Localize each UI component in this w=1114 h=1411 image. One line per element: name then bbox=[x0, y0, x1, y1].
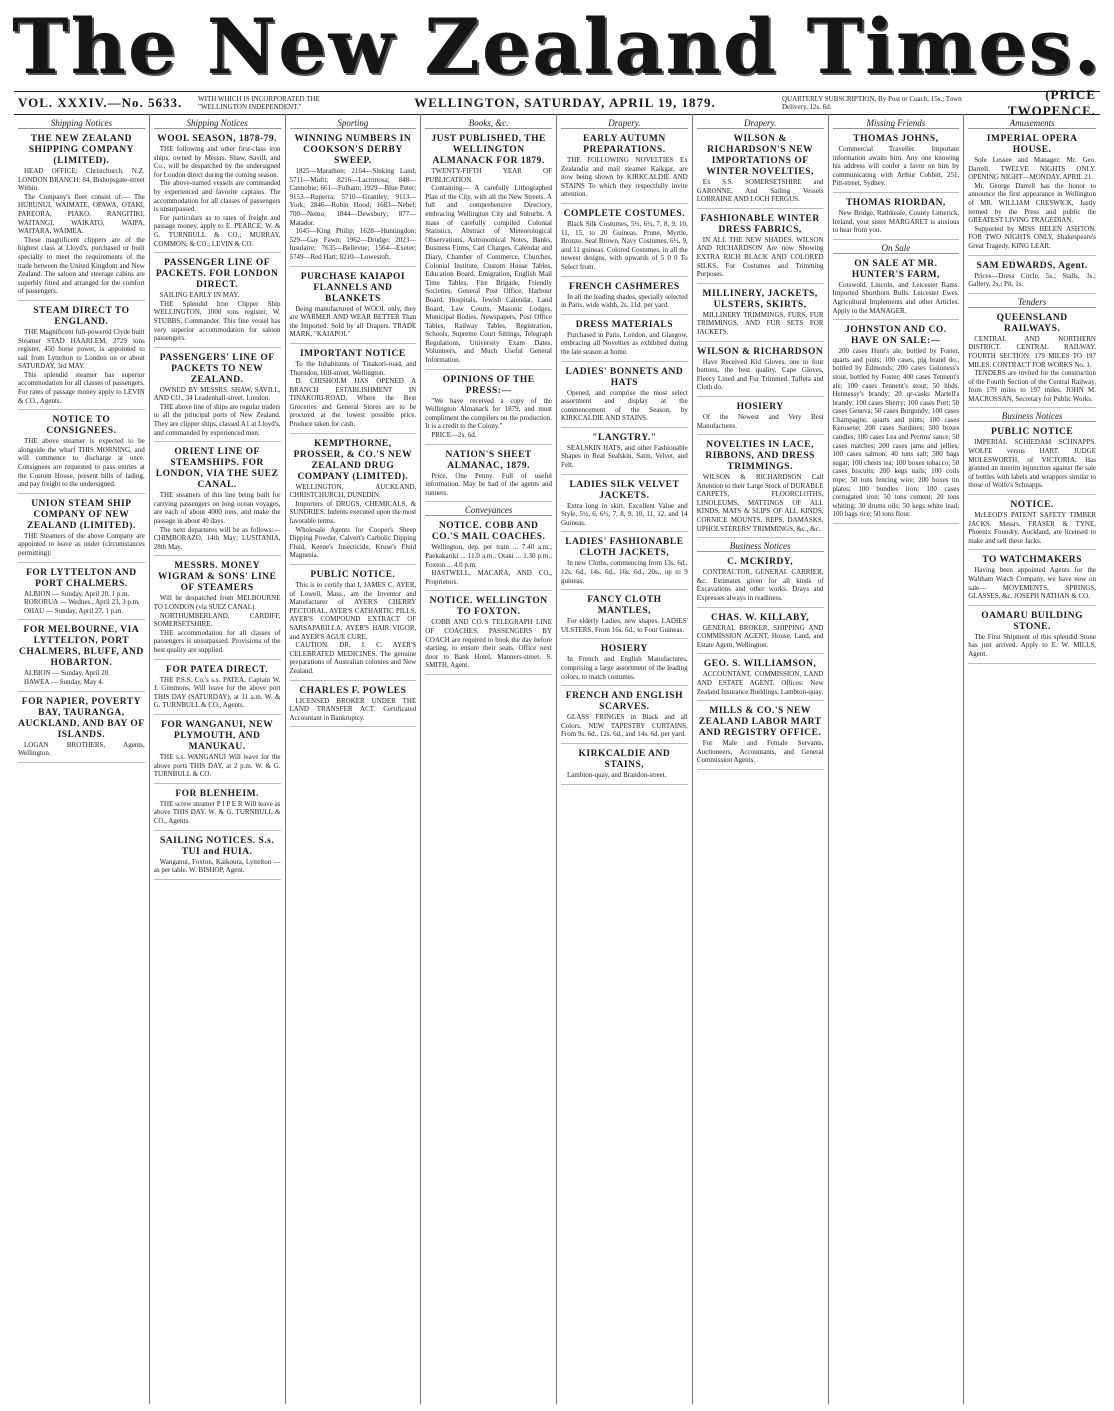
ad-paragraph: RORORUA — Wednes., April 23, 3 p.m. bbox=[24, 598, 140, 607]
ad-paragraph: Opened, and comprise the most select assortment and display at the commencement of the Season, by KIRKCALDIE AND STAINS. bbox=[561, 388, 688, 423]
ad-headline: IMPORTANT NOTICE bbox=[299, 348, 406, 359]
ad-paragraph: CONTRACTOR, GENERAL CARRIER, &c. Estimates given for all kinds of Excavations and other works. Drays and Expresses always in readiness. bbox=[696, 568, 824, 603]
ad-headline: PASSENGERS' LINE OF PACKETS TO NEW ZEALAND. bbox=[159, 352, 275, 385]
ad-paragraph: For elderly Ladies, new shapes. LADIES' ULSTERS, From 16s. 6d., to Four Guineas. bbox=[561, 617, 688, 634]
ad-paragraph: Supported by MISS HELEN ASHTON. FOR TWO NIGHTS ONLY, Shakespeare's Great Tragedy, KING LEAR. bbox=[968, 224, 1096, 250]
section-heading: Tenders bbox=[968, 297, 1096, 308]
advertisement bbox=[697, 400, 824, 435]
ad-paragraph: GLASS FRINGES in Black and all Colors. NEW TAPESTRY CURTAINS, From 9s. 6d., 12s. 6d., and 14s. 6d. per yard. bbox=[561, 713, 688, 739]
ad-body bbox=[561, 444, 688, 470]
ad-paragraph: WILSON & RICHARDSON Call Attention to their Large Stock of DURABLE CARPETS, FLOORCLOTHS, LINOLEUMS, MATTINGS OF ALL KINDS, MATS & SLIPS OF ALL KINDS, CORNICE MOUNTS, REPS, DAMASKS, UPHOLSTERERS' TRIMMINGS, &c., &c. bbox=[696, 473, 824, 533]
ad-paragraph: Extra long in skirt, Excellent Value and Style, 5½, 6, 6½, 7, 8, 9, 10, 11, 12, and 14 Guineas. bbox=[561, 501, 688, 527]
ad-headline: IMPERIAL OPERA HOUSE. bbox=[986, 134, 1078, 155]
ad-paragraph: Wanganui, Foxton, Kaikoura, Lyttelton — as per table. W. BISHOP, Agent. bbox=[153, 857, 281, 875]
ad-paragraph: D. CHISHOLM HAS OPENED A BRANCH ESTABLISHMENT IN TINAKORI-ROAD, Where the Best Groceries and General Stores are to be procured at the lowest possible price. Produce taken for cash. bbox=[289, 377, 417, 429]
ad-headline: MESSRS. MONEY WIGRAM & SONS' LINE OF STEAMERS bbox=[157, 561, 277, 594]
ad-paragraph: PRICE—2s. 6d. bbox=[431, 431, 477, 440]
ad-headline: THE NEW ZEALAND SHIPPING COMPANY (LIMITED). bbox=[28, 134, 134, 166]
ad-body bbox=[561, 502, 688, 528]
ad-paragraph: CENTRAL AND NORTHERN DISTRICT. CENTRAL RAILWAY. FOURTH SECTION: 179 MILES TO 197 MILES. CONTRACT FOR WORKS No. 1. bbox=[968, 334, 1096, 369]
ad-body bbox=[697, 568, 824, 602]
ad-paragraph: Having been appointed Agents for the Waltham Watch Company, we have now on sale— MOVEMENTS, SPRINGS, GLASSES, &c. JOSEPH NATHAN & CO. bbox=[968, 566, 1096, 601]
advertisement bbox=[425, 448, 552, 503]
advertisement bbox=[697, 438, 824, 538]
ad-paragraph: This is to certify that I, JAMES C. AYER, of Lowell, Mass., am the Inventor and Manufacturer of AYER'S CHERRY PECTORAL, AYER'S CATHARTIC PILLS, AYER'S COMPOUND EXTRACT OF SARSAPARILLA, AYER'S HAIR VIGOR, and AYER'S AGUE CURE. bbox=[289, 581, 417, 641]
ad-body bbox=[697, 473, 824, 533]
ad-headline: ON SALE AT MR. HUNTER'S FARM, bbox=[851, 258, 940, 280]
ad-headline: MILLS & CO.'S NEW ZEALAND LABOR MART AND REGISTRY OFFICE. bbox=[698, 706, 822, 739]
ad-headline: THOMAS RIORDAN, bbox=[845, 197, 946, 208]
ad-headline: "LANGTRY." bbox=[592, 432, 657, 443]
ad-headline: NATION'S SHEET ALMANAC, 1879. bbox=[445, 449, 532, 471]
ad-body bbox=[154, 291, 281, 343]
ad-body bbox=[290, 167, 417, 262]
ad-headline: NOTICE. COBB AND CO.'S MAIL COACHES. bbox=[431, 521, 546, 543]
ad-headline: CHARLES F. POWLES bbox=[299, 685, 407, 696]
ad-headline: PASSENGER LINE OF PACKETS. FOR LONDON DIRECT. bbox=[155, 258, 279, 291]
advertisement bbox=[833, 323, 960, 524]
ad-paragraph: Of the Newest and Very Best Manufactures. bbox=[696, 412, 824, 430]
advertisement bbox=[697, 212, 824, 284]
advertisement bbox=[968, 425, 1096, 495]
ad-body bbox=[154, 491, 281, 551]
ad-paragraph: New Bridge, Rathkeale, County Limerick, Ireland, your sister MARGARET is anxious to hear from you. bbox=[832, 208, 960, 235]
ad-headline: QUEENSLAND RAILWAYS. bbox=[996, 312, 1068, 334]
advertisement bbox=[697, 611, 824, 655]
ad-headline: FRENCH AND ENGLISH SCARVES. bbox=[565, 691, 683, 713]
ad-headline: UNION STEAM SHIP COMPANY OF NEW ZEALAND (LIMITED). bbox=[26, 498, 136, 531]
ad-body bbox=[290, 483, 417, 560]
column-6 bbox=[693, 114, 829, 1404]
column-2 bbox=[150, 114, 286, 1404]
ad-paragraph: COBB AND CO.'S TELEGRAPH LINE OF COACHES. PASSENGERS BY COACH are required to book the day before starting, to ensure their seats. Office next door to Bank Hotel, Manners-street. S. SMITH, Agent. bbox=[425, 618, 552, 670]
ad-headline: NOVELTIES IN LACE, RIBBONS, AND DRESS TRIMMINGS. bbox=[705, 440, 815, 473]
advertisement bbox=[154, 834, 281, 880]
advertisement bbox=[968, 259, 1096, 294]
section-heading: Drapery. bbox=[697, 118, 824, 129]
ad-headline: PURCHASE KAIAPOI FLANNELS AND BLANKETS bbox=[300, 271, 406, 304]
advertisement bbox=[18, 304, 145, 410]
ad-paragraph: To the Inhabitants of Tinakori-road, and Thorndon, Hill-street, Wellington. bbox=[289, 359, 417, 377]
advertisement bbox=[697, 132, 824, 209]
volume-number: VOL. XXXIV.—No. 5633. bbox=[18, 95, 183, 110]
advertisement bbox=[561, 478, 688, 533]
ad-paragraph: THE Magnificent full-powered Clyde built Steamer STAD HAARLEM, 2729 tons register, 450 horse power, is appointed to sail from Lyttelton to London on or about SATURDAY, 3rd MAY. bbox=[18, 327, 145, 371]
ad-headline: PUBLIC NOTICE bbox=[991, 427, 1074, 438]
ad-body bbox=[561, 389, 688, 423]
ad-paragraph: LICENSED BROKER UNDER THE LAND TRANSFER ACT. Certificated Accountant in Bankruptcy. bbox=[289, 696, 417, 722]
ad-paragraph: LOGAN BROTHERS, Agents, Wellington. bbox=[18, 740, 145, 758]
ad-headline: DRESS MATERIALS bbox=[575, 319, 674, 330]
advertisement bbox=[18, 497, 145, 563]
advertisement bbox=[18, 566, 145, 621]
section-heading: On Sale bbox=[833, 243, 960, 254]
advertisement bbox=[18, 413, 145, 494]
advertisement bbox=[18, 132, 145, 301]
section-heading: Shipping Notices bbox=[154, 118, 281, 129]
ad-headline: FOR BLENHEIM. bbox=[175, 788, 259, 799]
ad-paragraph: MILLINERY TRIMMINGS, FURS, FUR TRIMMINGS, AND FUR SETS FOR JACKETS. bbox=[696, 310, 824, 336]
advertisement bbox=[561, 318, 688, 362]
ad-body bbox=[697, 311, 824, 337]
ad-paragraph: THE P.S.S. Co.'s s.s. PATEA, Captain W. J. Gimmons, Will leave for the above port THIS DAY (SATURDAY), at 11 a.m. W. & G. TURNBULL & CO., Agents. bbox=[153, 675, 281, 710]
advertisement bbox=[425, 132, 552, 370]
ad-body bbox=[425, 543, 552, 586]
section-heading: Books, &c. bbox=[425, 118, 552, 129]
advertisement bbox=[290, 132, 417, 267]
section-heading: Shipping Notices bbox=[18, 118, 145, 129]
ad-headline: FANCY CLOTH MANTLES, bbox=[587, 595, 662, 617]
ad-headline: PUBLIC NOTICE. bbox=[310, 570, 396, 580]
ad-headline: WOOL SEASON, 1878-79. bbox=[157, 134, 278, 144]
ad-headline: WILSON & RICHARDSON bbox=[697, 346, 824, 357]
ad-paragraph: 1645—King Philip; 1628—Huntingdon; 529—Gay Fawn; 1962—Drudge; 2023—Insulaire; 7635—Bellevue; 1564—Exeter; 5749—Red Hart; 8210—Lowestoft. bbox=[289, 227, 417, 261]
ad-body bbox=[968, 566, 1096, 600]
ad-paragraph: The Company's fleet consist of:— The HURUNUI, WAIMATE, OPAWA, OTAKI, PAREORA, PIAKO, RANGITIKI, WAITANGI, WAIKATO, WAIPA, WAITARA, WAIMEA. bbox=[18, 192, 145, 236]
ad-body bbox=[968, 438, 1096, 490]
advertisement bbox=[18, 695, 145, 763]
ad-body bbox=[154, 858, 281, 875]
ad-headline: ORIENT LINE OF STEAMSHIPS. FOR LONDON, VIA THE SUEZ CANAL. bbox=[155, 447, 279, 491]
ad-paragraph: OWNED BY MESSRS. SHAW, SAVILL, AND CO., 34 Leadenhall-street, London. bbox=[153, 385, 281, 403]
section-heading: Sporting bbox=[290, 118, 417, 129]
advertisement bbox=[154, 559, 281, 659]
ad-body bbox=[697, 358, 824, 392]
ad-paragraph: GENERAL BROKER, SHIPPING AND COMMISSION AGENT, House, Land, and Estate Agent, Wellington. bbox=[696, 623, 824, 649]
ad-headline: SAM EDWARDS, Agent. bbox=[976, 260, 1088, 271]
ad-paragraph: The First Shipment of this splendid Stone has just arrived. Apply to E. W. MILLS, Agent. bbox=[968, 632, 1096, 658]
ad-paragraph: IMPERIAL SCHIEDAM SCHNAPPS. WOLFE versus HART. JUDGE MOLESWORTH, of VICTORIA. Has granted an interim injunction against the sale of bottles with labels and wrappers similar to those of Wolfe's Schnapps. bbox=[968, 438, 1096, 490]
ad-paragraph: SEALSKIN HATS, and other Fashionable Shapes in Real Sealskin, Satin, Velvet, and Felt. bbox=[561, 443, 688, 470]
ad-headline: SAILING NOTICES. S.s. TUI and HUIA. bbox=[160, 835, 275, 857]
advertisement bbox=[290, 684, 417, 728]
advertisement bbox=[154, 787, 281, 831]
advertisement bbox=[697, 704, 824, 770]
ad-headline: COMPLETE COSTUMES. bbox=[563, 208, 686, 219]
ad-body bbox=[968, 156, 1096, 251]
ad-body bbox=[425, 397, 552, 440]
ad-body bbox=[561, 220, 688, 272]
ad-body bbox=[18, 167, 145, 296]
ad-headline: THOMAS JOHNS, bbox=[853, 134, 939, 144]
ad-paragraph: THE above steamer is expected to be alongside the wharf THIS MORNING, and will commence to discharge at once. Consignees are requested to pass entries at the Custom House, present bills of lading, and pay freight to the undersigned. bbox=[18, 437, 145, 489]
advertisement bbox=[968, 553, 1096, 605]
ad-paragraph: Have Received Kid Gloves, one to four buttons, the best quality. Cape Gloves, Fleecy Lined and Fur Trimmed. Taffeta and Cloth do. bbox=[696, 357, 824, 392]
advertisement bbox=[968, 132, 1096, 256]
section-heading: Conveyances bbox=[425, 505, 552, 516]
ad-paragraph: WELLINGTON, AUCKLAND, CHRISTCHURCH, DUNEDIN. bbox=[289, 482, 417, 500]
ad-body bbox=[833, 145, 960, 188]
ad-paragraph: THE Steamers of the above Company are appointed to leave as under (circumstances permitting): bbox=[18, 531, 145, 557]
advertisement bbox=[290, 437, 417, 565]
ad-body bbox=[561, 617, 688, 634]
ad-body bbox=[18, 669, 145, 686]
ad-body bbox=[697, 624, 824, 650]
ad-body bbox=[561, 156, 688, 199]
ad-headline: FOR NAPIER, POVERTY BAY, TAURANGA, AUCKLAND, AND BAY OF ISLANDS. bbox=[18, 696, 145, 740]
ad-headline: HOSIERY bbox=[736, 401, 784, 412]
ad-paragraph: McLEOD'S PATENT SAFETY TIMBER JACKS. Messrs. FRASER & TYNE, Phoenix Foundry, Auckland, are licensed to make and sell these Jacks. bbox=[968, 511, 1096, 545]
ad-body bbox=[561, 331, 688, 357]
ad-paragraph: ALBION — Sunday, April 20, 1 p.m. bbox=[24, 589, 130, 598]
advertisement bbox=[561, 207, 688, 277]
ad-paragraph: THE screw steamer P I P E R Will leave as above THIS DAY. W. & G. TURNBULL & CO., Agents. bbox=[153, 799, 281, 825]
ad-headline: C. MCKIRDY, bbox=[727, 557, 794, 568]
ad-body bbox=[290, 581, 417, 676]
ad-paragraph: THE steamers of this line being built for carrying passengers on long ocean voyages, are each of about 4000 tons, and make the passage in about 40 days. bbox=[153, 491, 281, 526]
advertisement bbox=[561, 747, 688, 785]
advertisement bbox=[561, 365, 688, 428]
advertisement bbox=[697, 345, 824, 397]
ad-body bbox=[18, 437, 145, 489]
column-4 bbox=[421, 114, 557, 1404]
masthead-title: The New Zealand Times. bbox=[12, 1, 1102, 91]
ad-body bbox=[833, 347, 960, 519]
ad-paragraph: Containing— A carefully Lithographed Plan of the City, with all the New Streets. A full and comprehensive Directory, embracing Wellington City and Suburbs. A mass of carefully compiled Colonial Statistics, Abstract of Meteorological Observations, Astronomical Notes, Banks, Business Firms, Cart Charges, Calendar and Diary, Chamber of Commerce, Churches, Colonial Institute, Custom House Tables, Education Board, Emigration, English Mail Time Tables, Fire Brigade, Friendly Societies, General Post Office, Harbour Board, Hospitals, Jewish Calendar, Land Board, Law Courts, Masonic Lodges, Municipal Bodies, Newspapers, Post Office Tables, Railway Tables, Registration, Schools, Supreme Court Sittings, Telegraph Regulations, University Exam Dates, Volunteers, and Much Useful General Information. bbox=[425, 184, 552, 365]
ad-headline: WILSON & RICHARDSON'S NEW IMPORTATIONS OF WINTER NOVELTIES, bbox=[706, 134, 814, 177]
advertisement bbox=[290, 270, 417, 344]
ad-paragraph: Price, One Penny. Full of useful information. May be had of the agents and runners. bbox=[425, 471, 552, 497]
ad-body bbox=[697, 413, 824, 430]
ad-headline: STEAM DIRECT TO ENGLAND. bbox=[33, 305, 130, 327]
ad-headline: CHAS. W. KILLABY, bbox=[711, 612, 810, 623]
ad-body bbox=[561, 713, 688, 739]
ad-paragraph: TWENTY-FIFTH YEAR OF PUBLICATION. bbox=[425, 167, 552, 184]
ad-paragraph: HEAD OFFICE: Christchurch, N.Z. LONDON BRANCH: 84, Bishopsgate-street Within. bbox=[18, 167, 145, 193]
ad-body bbox=[561, 771, 688, 780]
ad-paragraph: Wholesale Agents for Cooper's Sheep Dipping Powder, Calvert's Carbolic Dipping Fluid, Keene's Insecticide, Kruse's Fluid Magnesia. bbox=[289, 525, 417, 560]
ad-paragraph: In all the leading shades, specially selected in Paris, wide width, 2s. 11d. per yard. bbox=[561, 292, 688, 310]
ad-headline: LADIES' BONNETS AND HATS bbox=[565, 366, 684, 388]
section-heading: Drapery. bbox=[561, 118, 688, 129]
advertisement bbox=[697, 555, 824, 607]
ad-headline: NOTICE TO CONSIGNEES. bbox=[46, 415, 117, 437]
ad-paragraph: These magnificent clippers are of the highest class at Lloyd's, purchased or built specially to meet the requirements of the trade between the United Kingdom and New Zealand. The saloon and steerage cabins are superbly fitted and arranged for the comfort of passengers. bbox=[18, 235, 145, 296]
ad-body bbox=[968, 511, 1096, 545]
ad-headline: JOHNSTON AND CO. HAVE ON SALE:— bbox=[845, 325, 947, 347]
ad-headline: FASHIONABLE WINTER DRESS FABRICS, bbox=[700, 213, 820, 235]
ad-headline: FOR WANGANUI, NEW PLYMOUTH, AND MANUKAU. bbox=[161, 719, 274, 752]
ad-paragraph: ACCOUNTANT, COMMISSION, LAND AND ESTATE AGENT. Offices: New Zealand Insurance Buildings, Lambton-quay. bbox=[696, 670, 824, 696]
ad-headline: TO WATCHMAKERS bbox=[982, 555, 1082, 566]
ad-body bbox=[18, 590, 145, 616]
ad-paragraph: For Male and Female Servants, Auctioneers, Accountants, and General Commission Agents. bbox=[696, 739, 824, 765]
ad-paragraph: OHAU — Sunday, April 27, 1 p.m. bbox=[24, 606, 124, 615]
ad-paragraph: "We have received a copy of the Wellington Almanack for 1879, and must compliment the compilers on the production. It is a credit to the Colony." bbox=[425, 396, 552, 431]
advertisement bbox=[154, 132, 281, 253]
ad-paragraph: SAILING EARLY IN MAY. bbox=[159, 291, 240, 300]
advertisement bbox=[425, 519, 552, 591]
ad-body bbox=[154, 753, 281, 779]
advertisement bbox=[154, 351, 281, 443]
place-date: WELLINGTON, SATURDAY, APRIL 19, 1879. bbox=[414, 95, 716, 110]
ad-paragraph: THE following and other first-class iron ships, owned by Messrs. Shaw, Savill, and Co., will be despatched by the undersigned for London direct during the coming season. bbox=[153, 145, 281, 179]
ad-paragraph: ALBION — Sunday, April 20. bbox=[24, 669, 110, 678]
ad-headline: FOR MELBOURNE, VIA LYTTELTON, PORT CHALMERS, BLUFF, AND HOBARTON. bbox=[19, 625, 144, 669]
ad-body bbox=[697, 178, 824, 204]
ad-body bbox=[561, 293, 688, 310]
ad-headline: OAMARU BUILDING STONE. bbox=[981, 610, 1083, 632]
ad-headline: KIRKCALDIE AND STAINS, bbox=[578, 748, 671, 770]
ad-body bbox=[561, 559, 688, 585]
ad-body bbox=[154, 594, 281, 654]
ad-body bbox=[18, 532, 145, 558]
incorporation-note: WITH WHICH IS INCORPORATED THE "WELLINGTON INDEPENDENT." bbox=[198, 95, 320, 111]
ad-paragraph: HASTWELL, MACARA, AND CO., Proprietors. bbox=[425, 569, 552, 586]
section-heading: Business Notices bbox=[697, 541, 824, 552]
ad-paragraph: Black Silk Costumes, 5½, 6½, 7, 8, 9, 10, 11, 15, to 20 Guineas. Prune, Myrtle, Bronze, Seal Brown, Navy Costumes, 6½, 9, and 11 guineas. Colored Costumes, in all the newest designs, with upwards of 5 0 0 To Select from. bbox=[561, 219, 688, 271]
ad-body bbox=[561, 655, 688, 681]
ad-body bbox=[968, 633, 1096, 659]
column-1 bbox=[14, 114, 150, 1404]
ad-headline: JUST PUBLISHED, THE WELLINGTON ALMANACK FOR 1879. bbox=[431, 134, 546, 166]
ad-headline: GEO. S. WILLIAMSON, bbox=[703, 659, 817, 670]
advertisement bbox=[561, 689, 688, 744]
advertisement bbox=[154, 663, 281, 715]
ad-body bbox=[18, 741, 145, 758]
ad-paragraph: HAWEA — Sunday, May 4. bbox=[24, 677, 104, 686]
ad-headline: EARLY AUTUMN PREPARATIONS. bbox=[583, 134, 666, 155]
newspaper-columns bbox=[14, 114, 1100, 1406]
ad-paragraph: IN ALL THE NEW SHADES. WILSON AND RICHARDSON Are now Showing EXTRA RICH BLACK AND COLORED SILKS, For Costumes and Trimming Purposes. bbox=[696, 235, 824, 279]
ad-body bbox=[290, 360, 417, 429]
ad-paragraph: Wellington, dep. per train ... 7.40 a.m.; Paekakariki ... 11.0 a.m.; Otaki ... 1.30 p.m.; Foxton ... 4.0 p.m. bbox=[425, 543, 552, 569]
ad-headline: FOR PATEA DIRECT. bbox=[166, 664, 269, 675]
ad-paragraph: In French and English Manufactures, comprising a large assortment of the leading colors, to match costumes. bbox=[561, 655, 688, 681]
ad-paragraph: THE Splendid Iron Clipper Ship WELLINGTON, 1000 tons register, W. STUBBS, Commander. This fine vessel has very superior accommodation for saloon passengers. bbox=[153, 299, 281, 343]
advertisement bbox=[561, 280, 688, 315]
advertisement bbox=[561, 535, 688, 590]
ad-paragraph: Mr. George Darrell has the honor to announce the first appearance in Wellington of MR. WILLIAM CRESWICK, Justly termed by the Press and public the GREATEST LIVING TRAGEDIAN. bbox=[968, 181, 1096, 225]
ad-paragraph: Prices—Dress Circle, 5s.; Stalls, 3s.; Gallery, 2s.; Pit, 1s. bbox=[968, 271, 1096, 289]
ad-paragraph: 1825—Marathon; 2164—Sinking Land; 5711—Mufti; 8216—Lacrimosa; 848—Cannobie; 661—Fulham; 1929—Blue Peter; 9153—Ruperra; 5710—Grantley; 9113—York; 2846—Robin Hood; 1683—Nebel; 700—Nemo; 1844—Dewsbury; 877—Matador. bbox=[289, 167, 417, 227]
ad-headline: NOTICE. bbox=[1010, 500, 1054, 511]
ad-paragraph: TENDERS are invited for the construction of the Fourth Section of the Central Railway, from 179 miles to 197 miles. JOHN M. MACROSSAN, Secretary for Public Works. bbox=[968, 369, 1096, 403]
advertisement bbox=[425, 373, 552, 445]
ad-body bbox=[154, 145, 281, 248]
ad-paragraph: THE s.s. WANGANUI Will leave for the above ports THIS DAY, at 2 p.m. W. & G. TURNBULL & CO. bbox=[153, 752, 281, 779]
ad-headline: LADIES SILK VELVET JACKETS. bbox=[569, 479, 680, 501]
ad-body bbox=[290, 305, 417, 339]
advertisement bbox=[290, 568, 417, 681]
advertisement bbox=[561, 593, 688, 639]
ad-body bbox=[697, 670, 824, 696]
ad-paragraph: This splendid steamer has superior accommodation for all classes of passengers. For rates of passage money apply to LEVIN & CO., Agents. bbox=[18, 370, 145, 405]
ad-headline: KEMPTHORNE, PROSSER, & CO.'S NEW ZEALAND DRUG COMPANY (LIMITED). bbox=[293, 438, 413, 482]
ad-paragraph: Sole Lessee and Manager: Mr. Geo. Darrell. TWELVE NIGHTS ONLY. OPENING NIGHT—MONDAY, APRIL 21. bbox=[968, 156, 1096, 182]
ad-body bbox=[697, 739, 824, 765]
ad-body bbox=[968, 335, 1096, 404]
advertisement bbox=[561, 132, 688, 204]
ad-paragraph: THE above line of ships are regular traders to all the principal ports of New Zealand. They are clipper ships, classed A1 at Lloyd's, and commanded by experienced men. bbox=[153, 402, 281, 437]
ad-paragraph: For particulars as to rates of freight and passage money, apply to E. PEARCE; W. & G. TURNBULL & CO.; MURRAY, COMMON, & CO.; LEVIN & CO. bbox=[153, 213, 281, 248]
section-heading: Amusements bbox=[968, 118, 1096, 129]
column-3 bbox=[286, 114, 422, 1404]
advertisement bbox=[154, 256, 281, 348]
ad-body bbox=[18, 328, 145, 405]
ad-body bbox=[154, 676, 281, 710]
advertisement bbox=[290, 347, 417, 434]
section-heading: Business Notices bbox=[968, 411, 1096, 422]
ad-headline: NOTICE. WELLINGTON TO FOXTON. bbox=[429, 596, 548, 618]
ad-paragraph: THE accommodation for all classes of passengers is unsurpassed. Provisions of the best quality are supplied. bbox=[153, 628, 281, 654]
ad-body bbox=[154, 386, 281, 438]
advertisement bbox=[425, 594, 552, 675]
advertisement bbox=[968, 498, 1096, 550]
advertisement bbox=[561, 642, 688, 686]
column-7 bbox=[829, 114, 965, 1404]
ad-paragraph: The next departures will be as follows:— CHIMBORAZO, 14th May; LUSITANIA, 28th May. bbox=[153, 525, 281, 551]
ad-headline: FRENCH CASHMERES bbox=[569, 281, 680, 292]
ad-body bbox=[833, 281, 960, 315]
ad-paragraph: In new Cloths, commencing from 13s. 6d., 12s. 6d., 14s. 6d., 16s. 6d., 20s., up to 9 guineas. bbox=[561, 559, 688, 585]
ad-paragraph: NORTHUMBERLAND, CARDIFF, SOMERSETSHIRE. bbox=[153, 611, 281, 629]
ad-headline: OPINIONS OF THE PRESS:— bbox=[442, 374, 535, 396]
ad-paragraph: Commercial Traveller. Important information awaits him. Any one knowing his address will confer a favor on him by communicating with Arthur Cobbitt, 251, Pitt-street, Sydney. bbox=[832, 145, 960, 188]
section-heading: Missing Friends bbox=[833, 118, 960, 129]
ad-paragraph: Importers of DRUGS, CHEMICALS, & SUNDRIES. Indents executed upon the most favorable terms. bbox=[289, 499, 417, 526]
column-5 bbox=[557, 114, 693, 1404]
ad-body bbox=[425, 618, 552, 670]
column-8 bbox=[964, 114, 1100, 1404]
ad-body bbox=[697, 236, 824, 279]
subscription-note: QUARTERLY SUBSCRIPTION, By Post or Coach, 15s.; Town Delivery, 12s. 6d. bbox=[782, 95, 962, 111]
ad-headline: WINNING NUMBERS IN COOKSON'S DERBY SWEEP. bbox=[294, 134, 412, 166]
advertisement bbox=[154, 445, 281, 556]
advertisement bbox=[697, 657, 824, 701]
ad-headline: FOR LYTTELTON AND PORT CHALMERS. bbox=[26, 567, 137, 589]
ad-paragraph: Ex S.S. SOMERSETSHIRE and GARONNE, And Sailing Vessels LORRAINE AND LOCH FERGUS. bbox=[696, 178, 824, 204]
ad-paragraph: Cotswold, Lincoln, and Leicester Rams. Imported Shorthorn Bulls. Leicester Ewes. Agricultural Implements and other Articles. Apply to the MANAGER. bbox=[832, 280, 960, 315]
ad-paragraph: Will be despatched from MELBOURNE TO LONDON (via SUEZ CANAL). bbox=[153, 594, 281, 611]
advertisement bbox=[968, 609, 1096, 664]
dateline-bar bbox=[14, 87, 1100, 118]
ad-headline: HOSIERY bbox=[600, 644, 648, 655]
advertisement bbox=[154, 718, 281, 784]
ad-paragraph: CAUTION. DR. J. C. AYER'S CELEBRATED MEDICINES. The genuine preparations of Australian colonies and New Zealand. bbox=[289, 641, 417, 675]
price-label: (PRICE TWOPENCE. bbox=[1007, 87, 1096, 118]
advertisement bbox=[833, 257, 960, 320]
advertisement bbox=[18, 623, 145, 691]
ad-paragraph: Lambton-quay, and Brandon-street. bbox=[567, 770, 667, 779]
ad-paragraph: Purchased in Paris, London, and Glasgow, embracing all Novelties as exhibited during the late season at home. bbox=[561, 330, 688, 356]
ad-body bbox=[425, 167, 552, 365]
ad-body bbox=[154, 800, 281, 826]
advertisement bbox=[561, 431, 688, 475]
ad-paragraph: Being manufactured of WOOL only, they are WARMER AND WEAR BETTER Than the Imported. Sold by all Drapers. TRADE MARK, "KAIAPOI." bbox=[289, 304, 417, 339]
ad-headline: LADIES' FASHIONABLE CLOTH JACKETS, bbox=[565, 537, 684, 559]
ad-body bbox=[833, 209, 960, 235]
ad-paragraph: 200 cases Hunt's ale, bottled by Foster, quarts and pints; 100 cases, pig brand do., bottled by Edmonds; 200 cases Guinness's stout, bottled by Foster; 400 cases Tennent's ale; 100 cases Tennent's stout; 50 hhds. Hennessy's brandy; 20 qr-casks Martell's brandy; 100 cases Sherry; 100 cases Port; 50 cases Geneva; 50 cases Burgundy; 100 cases Champagne, quarts and pints; 100 cases Kerosene; 200 cases Sardines; 500 boxes candles; 100 cases Lea and Perrins' sauce; 50 cases matches; 200 cases jams and jellies; 100 cases salmon; 40 tons salt; 500 bags sugar; 100 chests tea; 100 boxes tobacco; 50 cases biscuits; 200 kegs nails; 100 coils rope; 50 tons fencing wire; 200 boxes tin plates; 100 bundles iron; 100 cases corrugated iron; 50 tons cement; 20 tons whiting; 30 drums oils; 50 kegs white lead; 100 bags rice; 50 tons flour. bbox=[832, 347, 960, 519]
ad-body bbox=[290, 697, 417, 723]
ad-paragraph: The above-named vessels are commanded by experienced and favorite captains. The accommodation for all classes of passengers is unsurpassed. bbox=[153, 179, 281, 214]
ad-body bbox=[425, 472, 552, 498]
advertisement bbox=[697, 287, 824, 342]
ad-body bbox=[968, 272, 1096, 289]
advertisement bbox=[833, 196, 960, 240]
ad-paragraph: THE FOLLOWING NOVELTIES Ex Zealandia and mail steamer Kaikgar, are now being shown by KIRKCALDIE AND STAINS To which they respectfully invite attention. bbox=[561, 156, 688, 199]
advertisement bbox=[968, 311, 1096, 409]
ad-headline: MILLINERY, JACKETS, ULSTERS, SKIRTS, bbox=[702, 288, 818, 310]
advertisement bbox=[833, 132, 960, 193]
